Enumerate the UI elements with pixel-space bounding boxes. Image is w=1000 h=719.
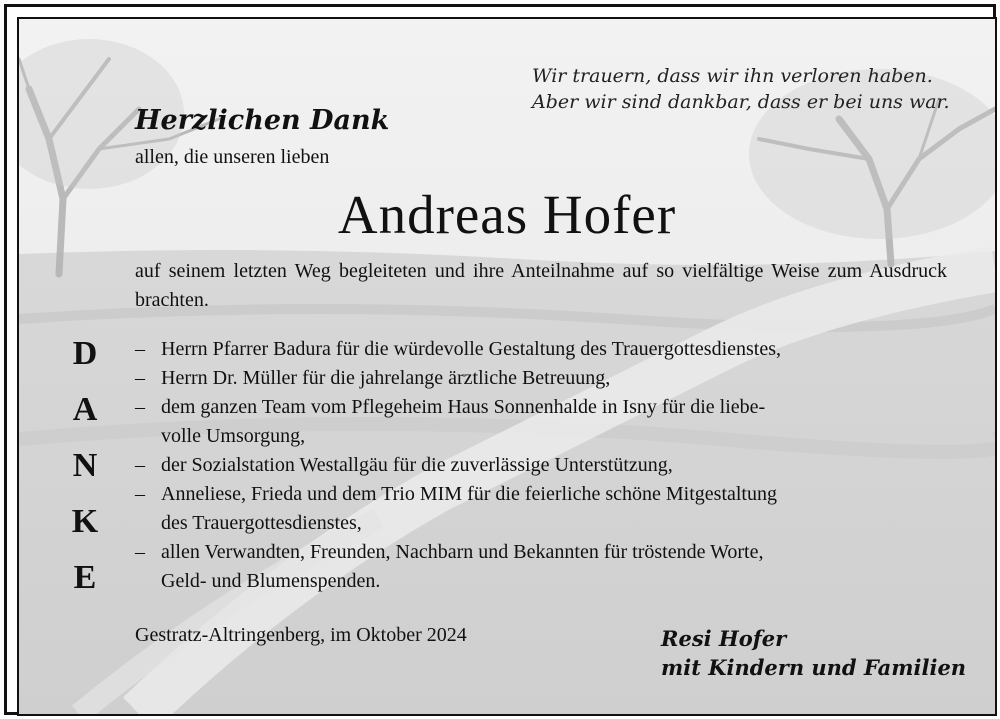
heading: Herzlichen Dank xyxy=(135,105,390,136)
signature-family: mit Kindern und Familien xyxy=(661,655,967,680)
danke-letter-n: N xyxy=(72,447,98,484)
list-item-line-1: Herrn Pfarrer Badura für die würdevolle Gestaltung des Trauergottesdienstes, xyxy=(161,338,782,360)
inner-border xyxy=(17,17,997,716)
danke-letter-a: A xyxy=(72,391,98,428)
danke-letter-k: K xyxy=(71,503,99,540)
list-dash: – xyxy=(135,338,145,360)
list-item xyxy=(135,480,955,538)
list-dash: – xyxy=(135,367,145,389)
thanks-paragraph: auf seinem letzten Weg begleiteten und ihre Anteilnahme auf so vielfältige Weise zum Ausdruck brachten. xyxy=(135,260,947,311)
list-dash: – xyxy=(135,396,145,418)
danke-letter-d: D xyxy=(72,335,98,372)
list-dash: – xyxy=(135,454,145,476)
outer-border xyxy=(4,4,996,715)
list-item-line-1: der Sozialstation Westallgäu für die zuverlässige Unterstützung, xyxy=(161,454,673,476)
list-item-line-1: Herrn Dr. Müller für die jahrelange ärztliche Betreuung, xyxy=(161,367,611,389)
list-item xyxy=(135,393,955,451)
list-item-line-2: volle Umsorgung, xyxy=(161,425,306,447)
motto-line-1: Wir trauern, dass wir ihn verloren haben. xyxy=(532,65,933,87)
list-dash: – xyxy=(135,483,145,505)
list-item-line-2: Geld- und Blumenspenden. xyxy=(161,570,381,592)
motto-line-2: Aber wir sind dankbar, dass er bei uns war. xyxy=(532,91,950,113)
list-item-line-2: des Trauergottesdienstes, xyxy=(161,512,362,534)
deceased-name: Andreas Hofer xyxy=(337,184,677,245)
place-and-date: Gestratz-Altringenberg, im Oktober 2024 xyxy=(135,624,467,646)
signature xyxy=(661,624,966,682)
list-item-line-1: Anneliese, Frieda und dem Trio MIM für die feierliche schöne Mitgestaltung xyxy=(161,483,777,505)
list-item xyxy=(135,538,955,596)
signature-name: Resi Hofer xyxy=(661,626,787,651)
danke-letter-e: E xyxy=(73,559,97,596)
list-item-line-1: dem ganzen Team vom Pflegeheim Haus Sonnenhalde in Isny für die liebe- xyxy=(161,396,766,418)
list-item xyxy=(135,451,955,480)
list-item xyxy=(135,364,955,393)
list-item xyxy=(135,335,955,364)
intro-text: allen, die unseren lieben xyxy=(135,146,330,168)
list-dash: – xyxy=(135,541,145,563)
motto-quote xyxy=(532,63,950,115)
list-item-line-1: allen Verwandten, Freunden, Nachbarn und Bekannten für tröstende Worte, xyxy=(161,541,764,563)
thanks-list xyxy=(135,335,955,596)
